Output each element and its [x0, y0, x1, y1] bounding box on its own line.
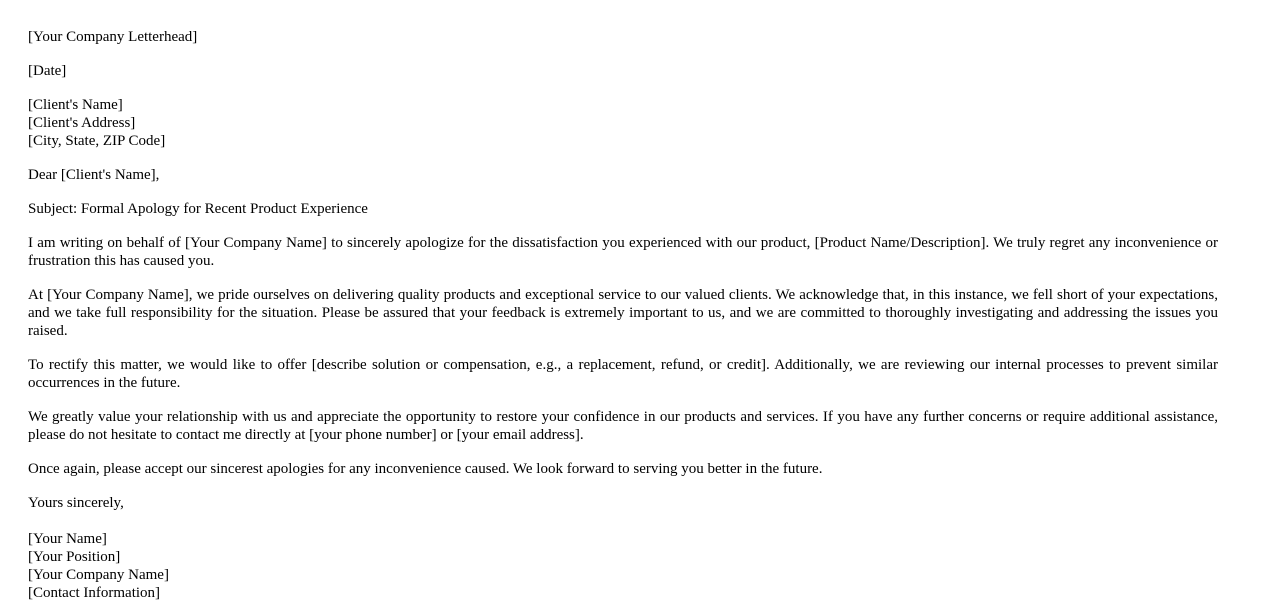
- closing: Yours sincerely,: [28, 495, 124, 511]
- signature-company: [Your Company Name]: [28, 567, 169, 583]
- letter: [28, 28, 1218, 602]
- recipient-city-state-zip: [City, State, ZIP Code]: [28, 133, 166, 149]
- letterhead-block: [28, 28, 1218, 46]
- body-paragraph: We greatly value your relationship with us and appreciate the opportunity to restore your confidence in our products and services. If you have any further concerns or require additional assistance, please do not hesitate to contact me directly at [your phone number] or [your email address].: [28, 409, 1218, 443]
- subject-block: [28, 200, 1218, 218]
- body-paragraph: To rectify this matter, we would like to offer [describe solution or compensation, e.g., a replacement, refund, or credit]. Additionally, we are reviewing our internal processes to prevent similar occurrences in the future.: [28, 357, 1218, 391]
- recipient-address: [28, 96, 1218, 150]
- date-block: [28, 62, 1218, 80]
- salutation-block: [28, 166, 1218, 184]
- body-paragraph: I am writing on behalf of [Your Company Name] to sincerely apologize for the dissatisfaction you experienced with our product, [Product Name/Description]. We truly regret any inconvenience or frustration this has caused you.: [28, 235, 1218, 269]
- signature-contact: [Contact Information]: [28, 585, 161, 601]
- date: [Date]: [28, 63, 67, 79]
- body-paragraph: Once again, please accept our sincerest apologies for any inconvenience caused. We look forward to serving you better in the future.: [28, 461, 823, 477]
- closing-block: [28, 494, 1218, 512]
- recipient-name: [Client's Name]: [28, 97, 123, 113]
- signature-block: [28, 530, 1218, 602]
- body-paragraph: At [Your Company Name], we pride ourselves on delivering quality products and exceptional service to our valued clients. We acknowledge that, in this instance, we fell short of your expectations, and we take full responsibility for the situation. Please be assured that your feedback is extremely important to us, and we are committed to thoroughly investigating and addressing the issues you raised.: [28, 287, 1218, 339]
- signature-name: [Your Name]: [28, 531, 107, 547]
- letterhead: [Your Company Letterhead]: [28, 29, 198, 45]
- signature-position: [Your Position]: [28, 549, 121, 565]
- subject-line: Subject: Formal Apology for Recent Product Experience: [28, 201, 368, 217]
- recipient-address-line: [Client's Address]: [28, 115, 136, 131]
- salutation: Dear [Client's Name],: [28, 167, 160, 183]
